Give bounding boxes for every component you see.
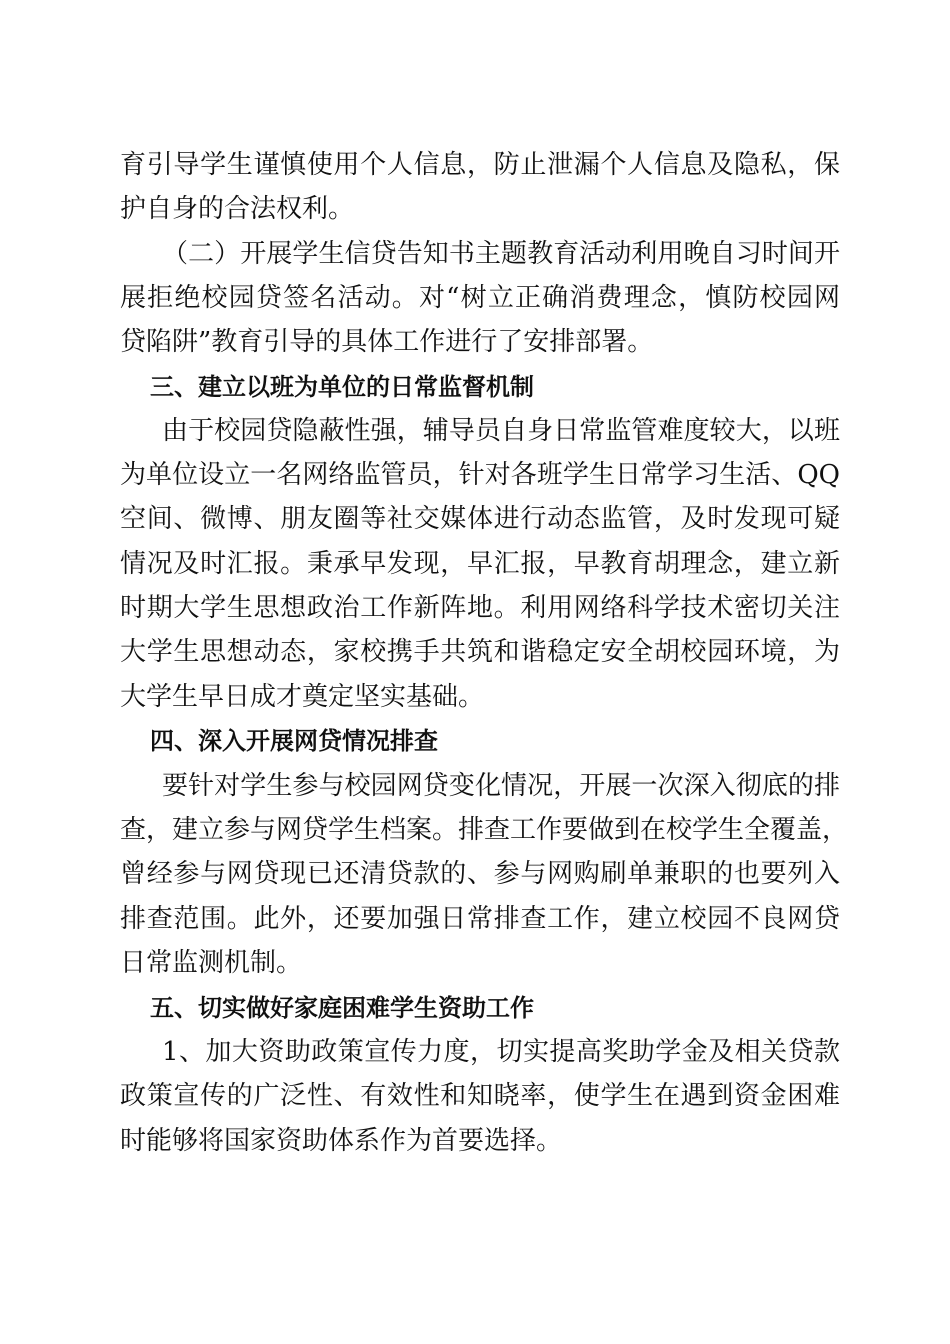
paragraph-line: 1、加大资助政策宣传力度，切实提高奖助学金及相关贷款	[162, 1037, 840, 1067]
paragraph-line: 展拒绝校园贷签名活动。对“树立正确消费理念，慎防校园网	[120, 283, 840, 313]
paragraph-line: 排查范围。此外，还要加强日常排查工作，建立校园不良网贷	[120, 904, 840, 934]
paragraph-line: 日常监测机制。	[120, 948, 303, 978]
paragraph-line: 空间、微博、朋友圈等社交媒体进行动态监管，及时发现可疑	[120, 504, 840, 534]
section-heading: 五、切实做好家庭困难学生资助工作	[150, 994, 534, 1022]
paragraph-line: 大学生早日成才奠定坚实基础。	[120, 682, 485, 712]
paragraph-line: 为单位设立一名网络监管员，针对各班学生日常学习生活、QQ	[120, 460, 840, 490]
paragraph-line: 查，建立参与网贷学生档案。排查工作要做到在校学生全覆盖，	[120, 815, 849, 845]
paragraph-line: 育引导学生谨慎使用个人信息，防止泄漏个人信息及隐私，保	[120, 150, 840, 180]
paragraph-line: 贷陷阱”教育引导的具体工作进行了安排部署。	[120, 327, 654, 357]
paragraph-line: 情况及时汇报。秉承早发现，早汇报，早教育胡理念，建立新	[120, 549, 840, 579]
section-heading: 三、建立以班为单位的日常监督机制	[150, 373, 534, 401]
paragraph-line: （二）开展学生信贷告知书主题教育活动利用晚自习时间开	[162, 239, 840, 269]
paragraph-line: 由于校园贷隐蔽性强，辅导员自身日常监管难度较大，以班	[162, 416, 840, 446]
paragraph-line: 时期大学生思想政治工作新阵地。利用网络科学技术密切关注	[120, 593, 840, 623]
paragraph-line: 护自身的合法权利。	[120, 194, 355, 224]
paragraph-line: 曾经参与网贷现已还清贷款的、参与网购刷单兼职的也要列入	[120, 859, 840, 889]
paragraph-line: 政策宣传的广泛性、有效性和知晓率，使学生在遇到资金困难	[120, 1081, 840, 1111]
paragraph-line: 时能够将国家资助体系作为首要选择。	[120, 1126, 563, 1156]
section-heading: 四、深入开展网贷情况排查	[150, 727, 438, 755]
paragraph-line: 大学生思想动态，家校携手共筑和谐稳定安全胡校园环境，为	[120, 637, 840, 667]
paragraph-line: 要针对学生参与校园网贷变化情况，开展一次深入彻底的排	[162, 771, 840, 801]
